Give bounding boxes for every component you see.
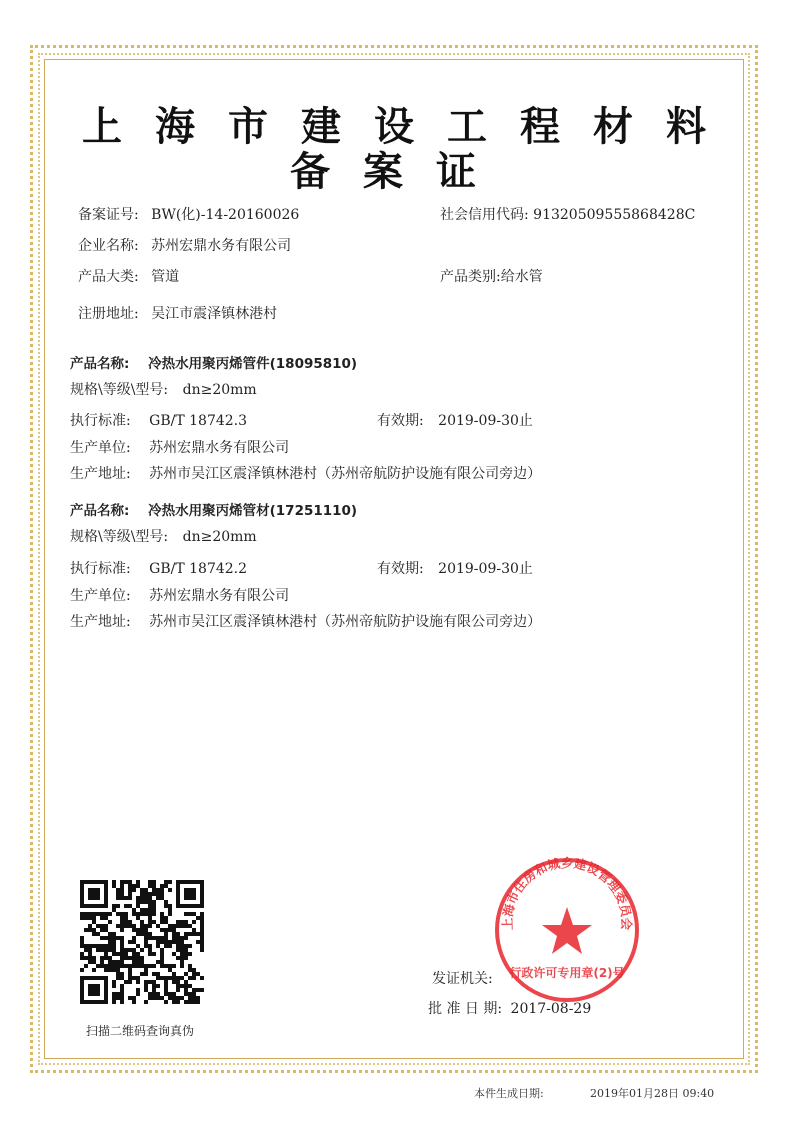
product-name-label: 产品名称: [70, 356, 130, 372]
valid-value: 2019-09-30止 [438, 561, 533, 577]
address-value: 吴江市震泽镇林港村 [151, 306, 278, 322]
approval-date-value: 2017-08-29 [510, 1001, 592, 1017]
maker-value: 苏州宏鼎水务有限公司 [149, 440, 290, 456]
company-label: 企业名称: [78, 238, 139, 254]
std-value: GB/T 18742.2 [149, 561, 248, 577]
product-1-std-row [70, 410, 247, 430]
std-label: 执行标准: [70, 413, 131, 429]
category-row [78, 266, 179, 286]
product-name-value: 冷热水用聚丙烯管材(17251110) [148, 503, 358, 519]
maker-label: 生产单位: [70, 440, 131, 456]
addr-value: 苏州市吴江区震泽镇林港村（苏州帝航防护设施有限公司旁边） [149, 466, 542, 482]
product-2-valid-row [377, 558, 533, 578]
product-type: 产品类别:给水管 [440, 269, 543, 285]
product-1-addr-row [70, 463, 541, 483]
product-1-spec-row [70, 379, 257, 399]
approval-date-label: 批 准 日 期: [428, 1001, 503, 1017]
product-1-maker-row [70, 437, 289, 457]
official-seal-icon [492, 855, 642, 1005]
maker-label: 生产单位: [70, 588, 131, 604]
certificate-subtitle: 备案证 [290, 149, 509, 195]
addr-label: 生产地址: [70, 614, 131, 630]
spec-label: 规格\等级\型号: [70, 382, 169, 398]
cert-no-value: BW(化)-14-20160026 [151, 207, 300, 223]
product-name-value: 冷热水用聚丙烯管件(18095810) [148, 356, 358, 372]
product-2-std-row [70, 558, 247, 578]
address-label: 注册地址: [78, 306, 139, 322]
spec-label: 规格\等级\型号: [70, 529, 169, 545]
credit-code-label: 社会信用代码: [440, 207, 529, 223]
credit-code-row [440, 204, 695, 224]
valid-label: 有效期: [377, 413, 424, 429]
issuer-authority: 发证机关: [432, 971, 493, 987]
product-2-addr-row [70, 611, 541, 631]
valid-value: 2019-09-30止 [438, 413, 533, 429]
product-2-spec-row [70, 526, 257, 546]
std-label: 执行标准: [70, 561, 131, 577]
valid-label: 有效期: [377, 561, 424, 577]
spec-value: dn≥20mm [182, 382, 257, 398]
generated-date-value: 2019年01月28日 09:40 [590, 1087, 715, 1100]
maker-value: 苏州宏鼎水务有限公司 [149, 588, 290, 604]
svg-text:行政许可专用章(2)号: 行政许可专用章(2)号 [509, 966, 625, 980]
product-2-name-row [70, 499, 357, 519]
addr-value: 苏州市吴江区震泽镇林港村（苏州帝航防护设施有限公司旁边） [149, 614, 542, 630]
cert-no-label: 备案证号: [78, 207, 139, 223]
category-value: 管道 [151, 269, 180, 285]
company-value: 苏州宏鼎水务有限公司 [151, 238, 292, 254]
product-1-valid-row [377, 410, 533, 430]
cert-no-row [78, 204, 299, 224]
certificate-title: 上海市建设工程材料 [82, 104, 739, 150]
std-value: GB/T 18742.3 [149, 413, 248, 429]
category-label: 产品大类: [78, 269, 139, 285]
address-row [78, 303, 277, 323]
addr-label: 生产地址: [70, 466, 131, 482]
qr-code-icon[interactable] [80, 880, 204, 1004]
qr-caption: 扫描二维码查询真伪 [86, 1024, 195, 1038]
product-2-maker-row [70, 585, 289, 605]
generated-date-label: 本件生成日期: [474, 1087, 544, 1100]
svg-text:上海市住房和城乡建设管理委员会: 上海市住房和城乡建设管理委员会 [499, 855, 635, 931]
product-name-label: 产品名称: [70, 503, 130, 519]
credit-code-value: 91320509555868428C [533, 207, 696, 223]
product-1-name-row [70, 352, 357, 372]
company-row [78, 235, 291, 255]
spec-value: dn≥20mm [182, 529, 257, 545]
